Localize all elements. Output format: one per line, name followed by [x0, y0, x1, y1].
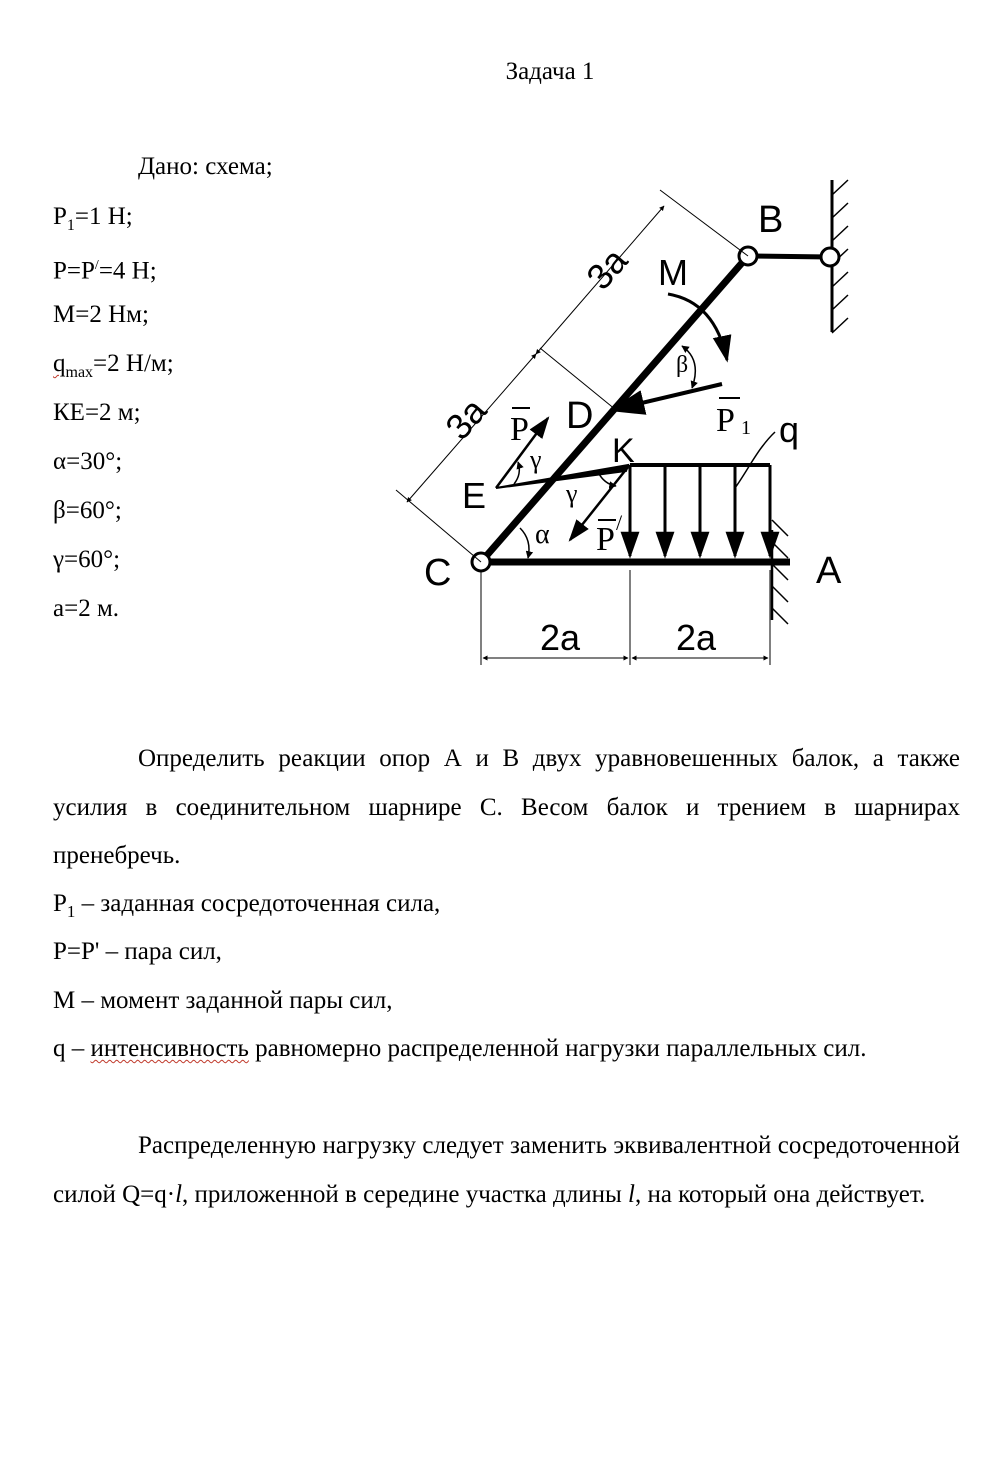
label-k: K	[612, 432, 635, 470]
hinge-wall-b	[821, 248, 839, 266]
given-item: $P_1=1$ Н;	[53, 203, 133, 234]
label-beta: β	[676, 352, 689, 378]
def-pair: P=P' – пара сил,	[53, 938, 222, 965]
rod-b	[748, 256, 830, 257]
given-item: α=30°;	[53, 448, 123, 475]
distributed-load-q	[630, 465, 770, 556]
given-item: а=2 м.	[53, 595, 120, 622]
label-q: q	[779, 409, 800, 450]
moment-m-arrow	[668, 294, 727, 360]
problem-statement: Определить реакции опор А и В двух уравновешенных балок, а также усилия в соединительном шарнире С. Весом балок и трением в шарнирах пренебречь.	[53, 745, 960, 869]
label-m: M	[658, 252, 688, 293]
given-list	[53, 202, 174, 643]
label-p	[510, 408, 530, 448]
given-item: P=P/=4 Н;	[53, 257, 157, 285]
given-item: γ=60°;	[53, 546, 121, 573]
given-item: β=60°;	[53, 497, 122, 524]
label-gamma-left: γ	[530, 445, 542, 474]
dim-2a-left: 2a	[540, 617, 581, 658]
label-gamma-right: γ	[566, 479, 578, 508]
svg-text:P: P	[510, 411, 529, 448]
def-moment: М – момент заданной пары сил,	[53, 987, 393, 1014]
svg-text:/: /	[616, 510, 623, 535]
svg-text:1: 1	[741, 417, 751, 439]
gamma-arc-left	[514, 462, 519, 484]
dim-3a-top: 3a	[578, 240, 636, 298]
label-c: C	[424, 552, 452, 594]
dimension-ca	[481, 570, 770, 665]
page-title: Задача 1	[505, 58, 595, 85]
def-p1: $P_1$ – заданная сосредоточенная сила,	[53, 890, 441, 921]
label-d: D	[566, 395, 594, 437]
dim-2a-right: 2a	[676, 617, 717, 658]
given-item: М=2 Нм;	[53, 301, 149, 328]
beam-diagram	[385, 170, 885, 680]
alpha-arc	[520, 528, 529, 558]
label-a: A	[816, 550, 842, 592]
wall-support-a	[772, 520, 788, 624]
spell-flagged-word: интенсивность	[90, 1035, 249, 1062]
given-heading: Дано: схема;	[138, 153, 273, 180]
label-p-prime	[596, 510, 623, 558]
dim-3a-bottom: 3a	[437, 390, 495, 448]
svg-text:P: P	[596, 521, 615, 558]
given-item: $q_{max}=2$ Н/м;	[53, 350, 174, 381]
svg-text:P: P	[716, 402, 735, 439]
def-q: q – интенсивность равномерно распределенной нагрузки параллельных сил.	[53, 1035, 867, 1062]
given-item: КЕ=2 м;	[53, 399, 141, 426]
label-p1	[716, 398, 751, 439]
label-b: B	[758, 199, 784, 241]
label-alpha: α	[535, 519, 550, 550]
instruction-paragraph: Распределенную нагрузку следует заменить эквивалентной сосредоточенной силой Q=q·l, приложенной в середине участка длины l, на который она действует.	[53, 1132, 960, 1208]
label-e: E	[462, 475, 487, 516]
q-max-symbol: $q_{max}$	[53, 350, 94, 381]
